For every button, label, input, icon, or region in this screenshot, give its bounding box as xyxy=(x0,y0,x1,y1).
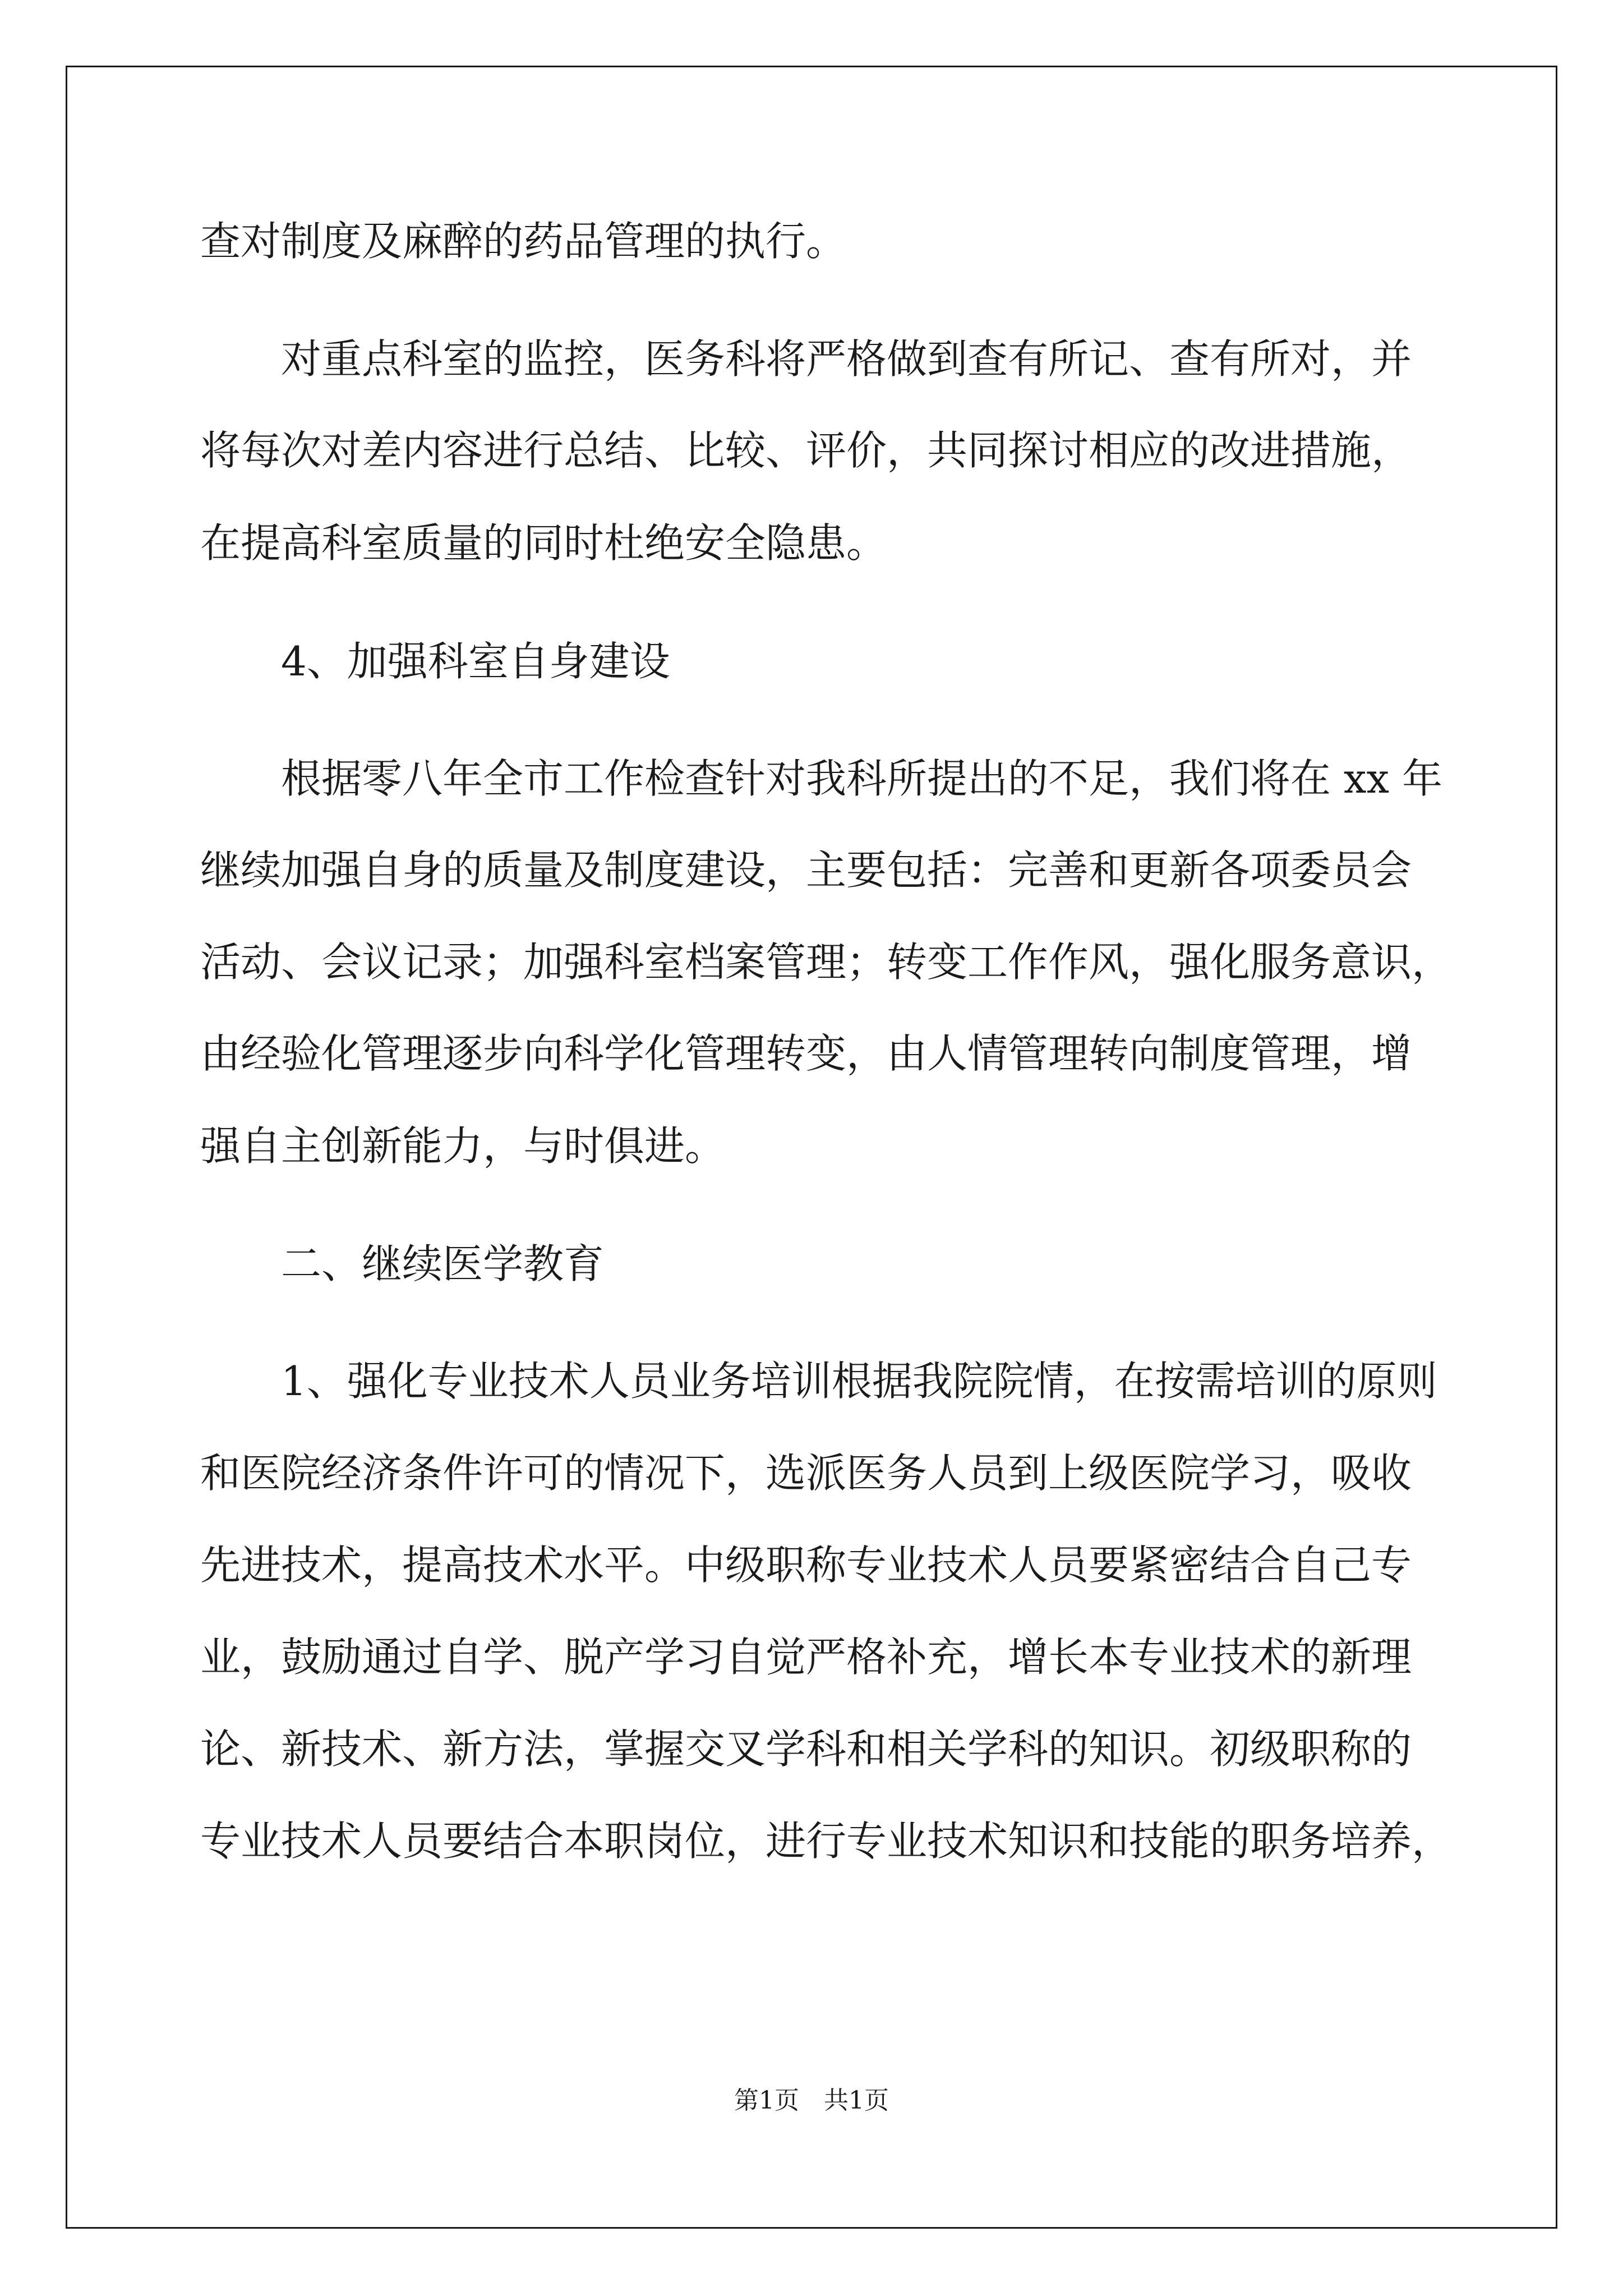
section-heading: 二、继续医学教育 xyxy=(281,1240,605,1287)
body-line: 继续加强自身的质量及制度建设，主要包括：完善和更新各项委员会 xyxy=(200,846,1412,894)
body-line: 查对制度及麻醉的药品管理的执行。 xyxy=(200,218,847,265)
body-line: 业，鼓励通过自学、脱产学习自觉严格补充，增长本专业技术的新理 xyxy=(200,1634,1412,1681)
body-line: 活动、会议记录；加强科室档案管理；转变工作作风，强化服务意识， xyxy=(200,938,1453,986)
body-line: 1、强化专业技术人员业务培训根据我院院情，在按需培训的原则 xyxy=(281,1358,1437,1405)
body-line: 专业技术人员要结合本职岗位，进行专业技术知识和技能的职务培养， xyxy=(200,1818,1453,1865)
body-line: 先进技术，提高技术水平。中级职称专业技术人员要紧密结合自己专 xyxy=(200,1542,1412,1589)
body-line: 论、新技术、新方法，掌握交叉学科和相关学科的知识。初级职称的 xyxy=(200,1726,1412,1773)
section-heading: 4、加强科室自身建设 xyxy=(281,638,670,685)
body-line: 在提高科室质量的同时杜绝安全隐患。 xyxy=(200,519,887,567)
body-line: 强自主创新能力，与时俱进。 xyxy=(200,1122,726,1170)
page-footer: 第1页 共1页 xyxy=(734,2086,889,2115)
body-line: 将每次对差内容进行总结、比较、评价，共同探讨相应的改进措施， xyxy=(200,427,1412,474)
body-line: 对重点科室的监控，医务科将严格做到查有所记、查有所对，并 xyxy=(281,335,1412,383)
body-line: 由经验化管理逐步向科学化管理转变，由人情管理转向制度管理，增 xyxy=(200,1030,1412,1077)
body-line: 根据零八年全市工作检查针对我科所提出的不足，我们将在 xx 年 xyxy=(281,755,1442,802)
body-line: 和医院经济条件许可的情况下，选派医务人员到上级医院学习，吸收 xyxy=(200,1450,1412,1497)
